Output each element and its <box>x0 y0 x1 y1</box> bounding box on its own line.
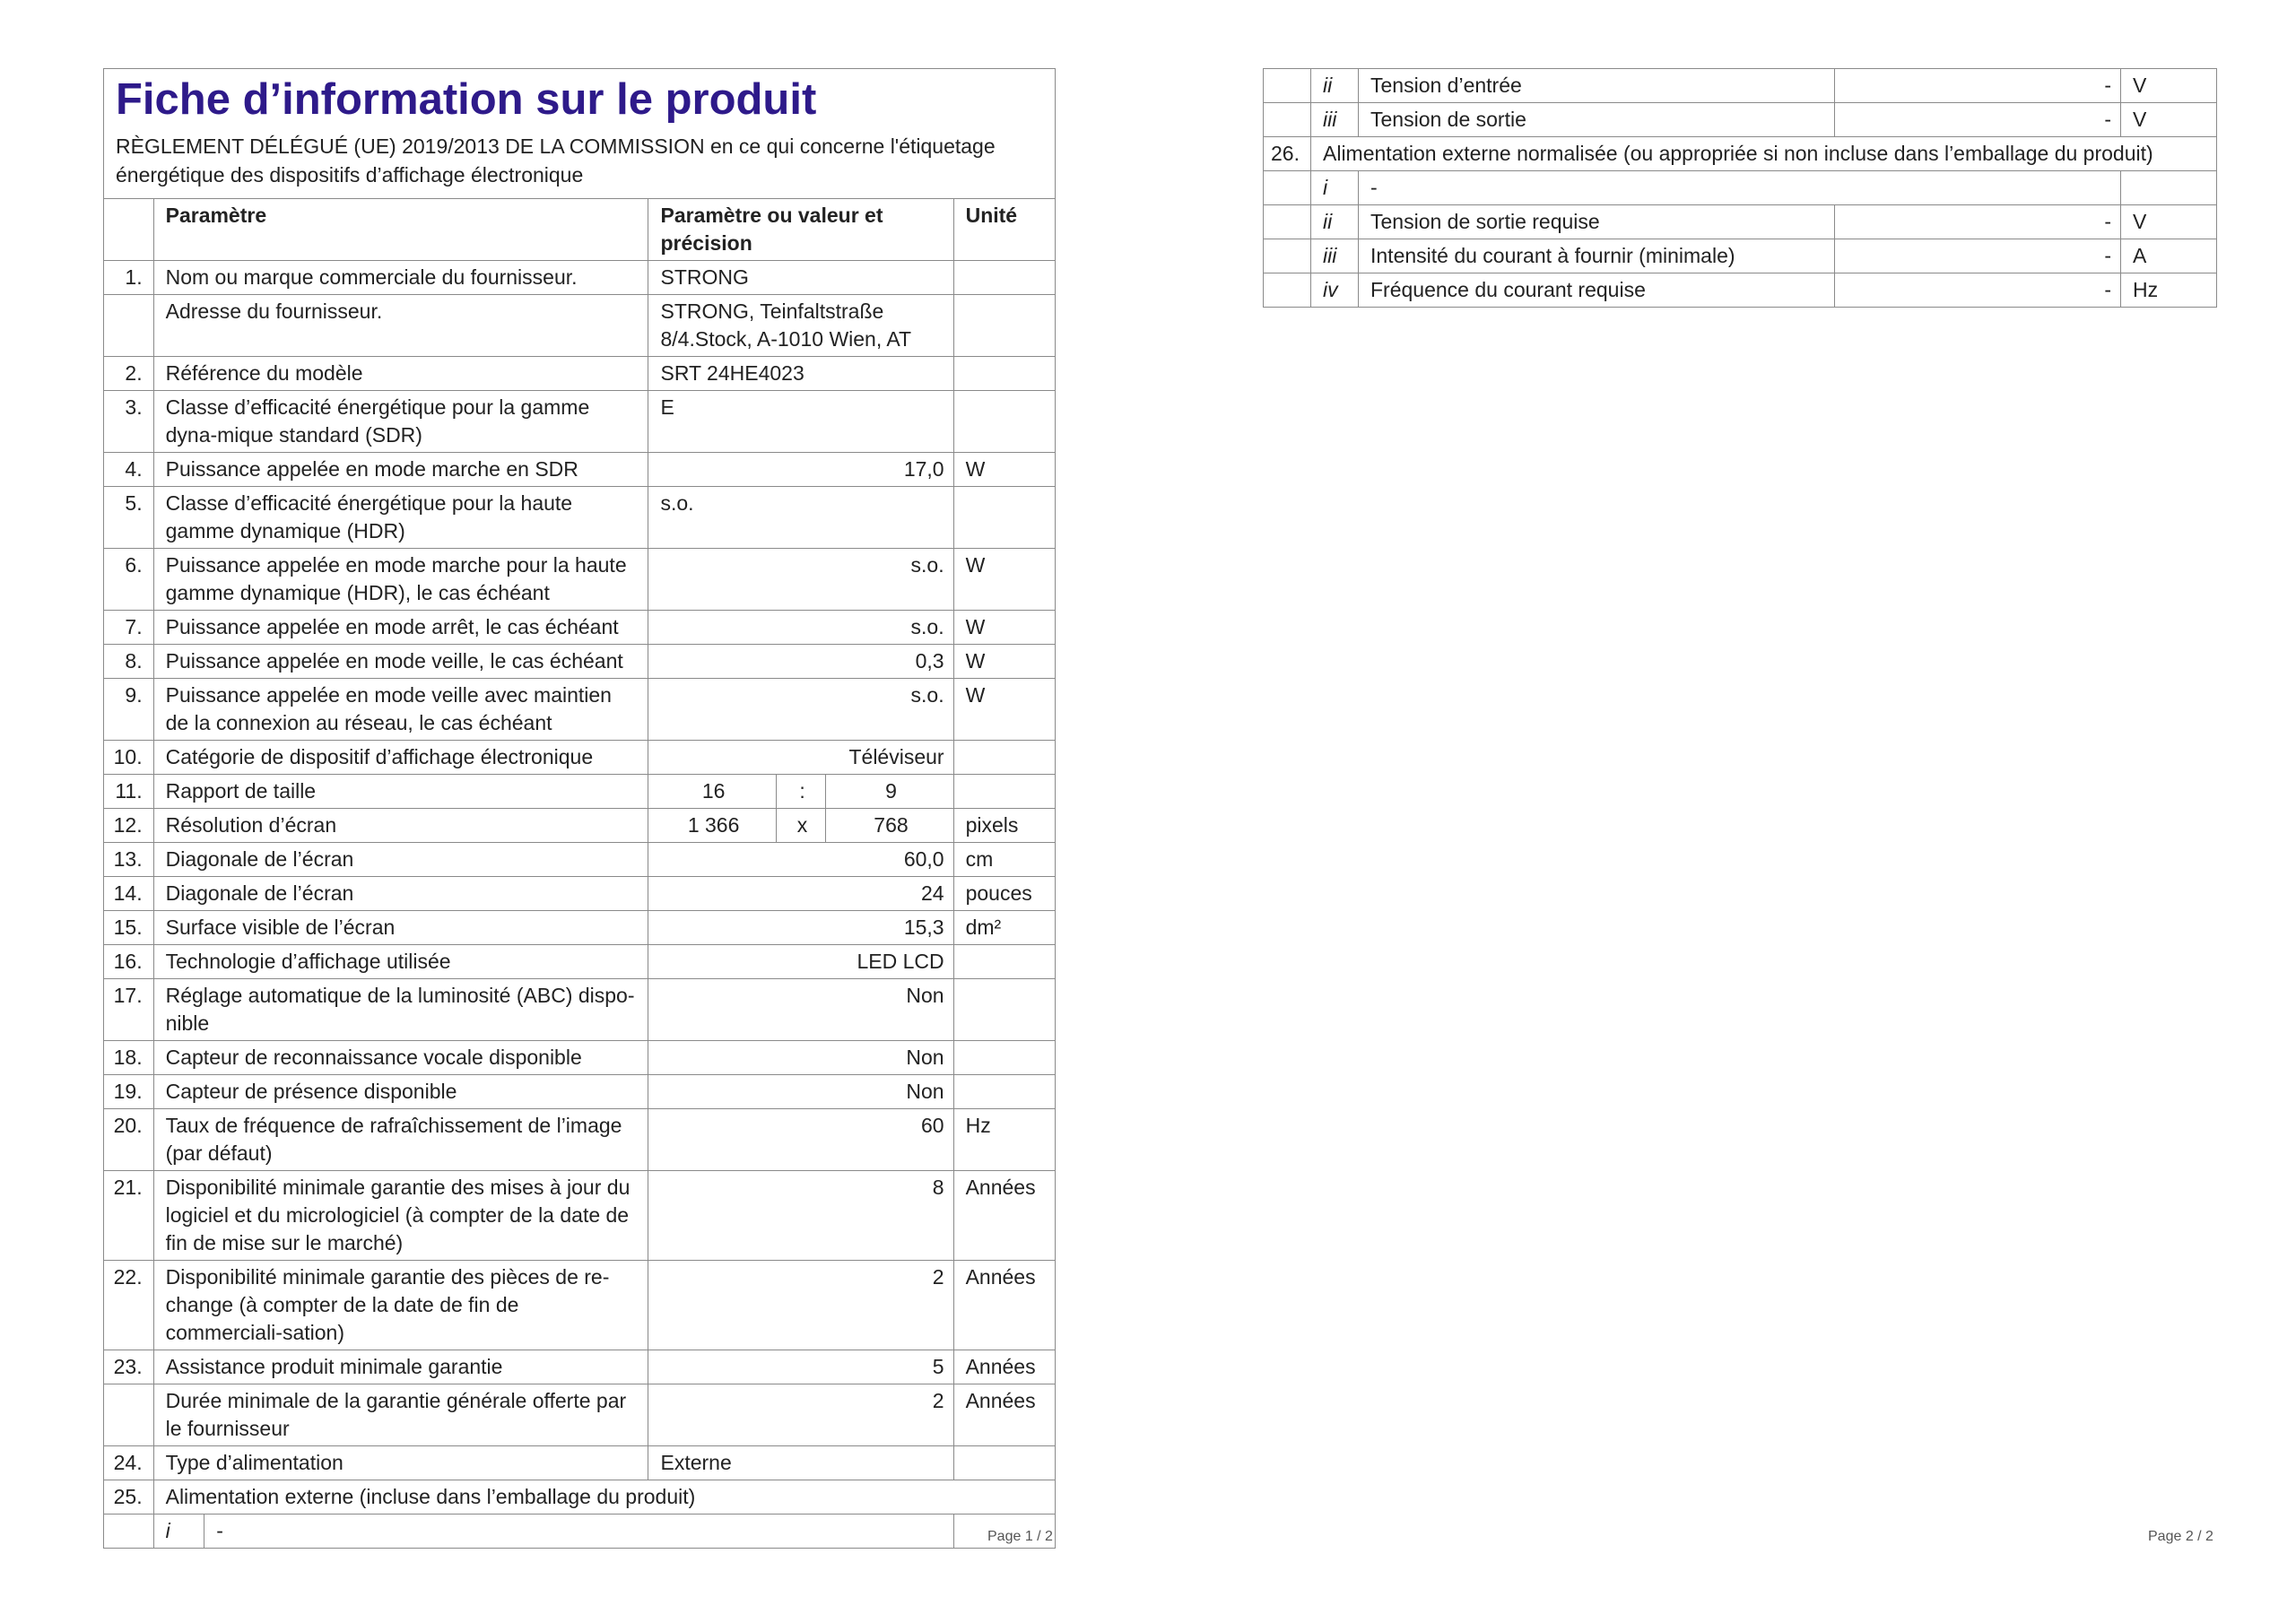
table-row: Adresse du fournisseur. STRONG, Teinfaltstraße 8/4.Stock, A-1010 Wien, AT <box>104 295 1056 357</box>
table-row: iii Intensité du courant à fournir (minimale) - A <box>1264 239 2217 273</box>
table-row: 19. Capteur de présence disponible Non <box>104 1075 1056 1109</box>
table-row: ii Tension de sortie requise - V <box>1264 205 2217 239</box>
product-info-table <box>103 68 1056 1549</box>
table-row: ii Tension d’entrée - V <box>1264 69 2217 103</box>
table-row: 14. Diagonale de l’écran 24 pouces <box>104 877 1056 911</box>
table-row: 12. Résolution d’écran 1 366 x 768 pixels <box>104 809 1056 843</box>
table-row: 17. Réglage automatique de la luminosité (ABC) dispo-nible Non <box>104 979 1056 1041</box>
page-1 <box>103 68 1056 1549</box>
table-row: 3. Classe d’efficacité énergétique pour la gamme dyna-mique standard (SDR) E <box>104 391 1056 453</box>
table-row: 11. Rapport de taille 16 : 9 <box>104 775 1056 809</box>
table-row: 6. Puissance appelée en mode marche pour la haute gamme dynamique (HDR), le cas échéant s.o. W <box>104 549 1056 611</box>
table-row: 18. Capteur de reconnaissance vocale disponible Non <box>104 1041 1056 1075</box>
regulation-subtitle: RÈGLEMENT DÉLÉGUÉ (UE) 2019/2013 DE LA COMMISSION en ce qui concerne l'étiquetage énergétique des dispositifs d’affichage électronique <box>116 135 996 187</box>
page-2 <box>1263 68 2216 308</box>
header-block <box>104 69 1056 199</box>
table-row: 2. Référence du modèle SRT 24HE4023 <box>104 357 1056 391</box>
page-number: Page 2 / 2 <box>2148 1529 2213 1544</box>
header-unit: Unité <box>953 199 1055 261</box>
table-row: Durée minimale de la garantie générale offerte par le fournisseur 2 Années <box>104 1384 1056 1446</box>
table-row: i - <box>104 1515 1056 1549</box>
table-row: 8. Puissance appelée en mode veille, le cas échéant 0,3 W <box>104 645 1056 679</box>
column-headers <box>104 199 1056 261</box>
table-row: 1. Nom ou marque commerciale du fournisseur. STRONG <box>104 261 1056 295</box>
table-row: 5. Classe d’efficacité énergétique pour la haute gamme dynamique (HDR) s.o. <box>104 487 1056 549</box>
power-supply-table <box>1263 68 2217 308</box>
table-row: 4. Puissance appelée en mode marche en SDR 17,0 W <box>104 453 1056 487</box>
page-number: Page 1 / 2 <box>987 1529 1053 1544</box>
table-row: i - <box>1264 171 2217 205</box>
table-row: 26. Alimentation externe normalisée (ou appropriée si non incluse dans l’emballage du produit) <box>1264 137 2217 171</box>
table-row: 23. Assistance produit minimale garantie 5 Années <box>104 1350 1056 1384</box>
table-row: 13. Diagonale de l’écran 60,0 cm <box>104 843 1056 877</box>
page-title: Fiche d’information sur le produit <box>116 75 817 124</box>
header-param: Paramètre <box>153 199 648 261</box>
table-row: 16. Technologie d’affichage utilisée LED LCD <box>104 945 1056 979</box>
table-row: 15. Surface visible de l’écran 15,3 dm² <box>104 911 1056 945</box>
table-row: 25. Alimentation externe (incluse dans l’emballage du produit) <box>104 1480 1056 1515</box>
table-row: iv Fréquence du courant requise - Hz <box>1264 273 2217 308</box>
table-row: 21. Disponibilité minimale garantie des mises à jour du logiciel et du micrologiciel (à compter de la date de fin de mise sur le marché) 8 Années <box>104 1171 1056 1261</box>
table-row: 7. Puissance appelée en mode arrêt, le cas échéant s.o. W <box>104 611 1056 645</box>
table-row: 10. Catégorie de dispositif d’affichage électronique Téléviseur <box>104 741 1056 775</box>
table-row: 20. Taux de fréquence de rafraîchissement de l’image (par défaut) 60 Hz <box>104 1109 1056 1171</box>
header-value: Paramètre ou valeur et précision <box>648 199 953 261</box>
table-row: 22. Disponibilité minimale garantie des pièces de re-change (à compter de la date de fin de commerciali-sation) 2 Années <box>104 1261 1056 1350</box>
table-row: 24. Type d’alimentation Externe <box>104 1446 1056 1480</box>
table-row: iii Tension de sortie - V <box>1264 103 2217 137</box>
table-row: 9. Puissance appelée en mode veille avec maintien de la connexion au réseau, le cas échéant s.o. W <box>104 679 1056 741</box>
